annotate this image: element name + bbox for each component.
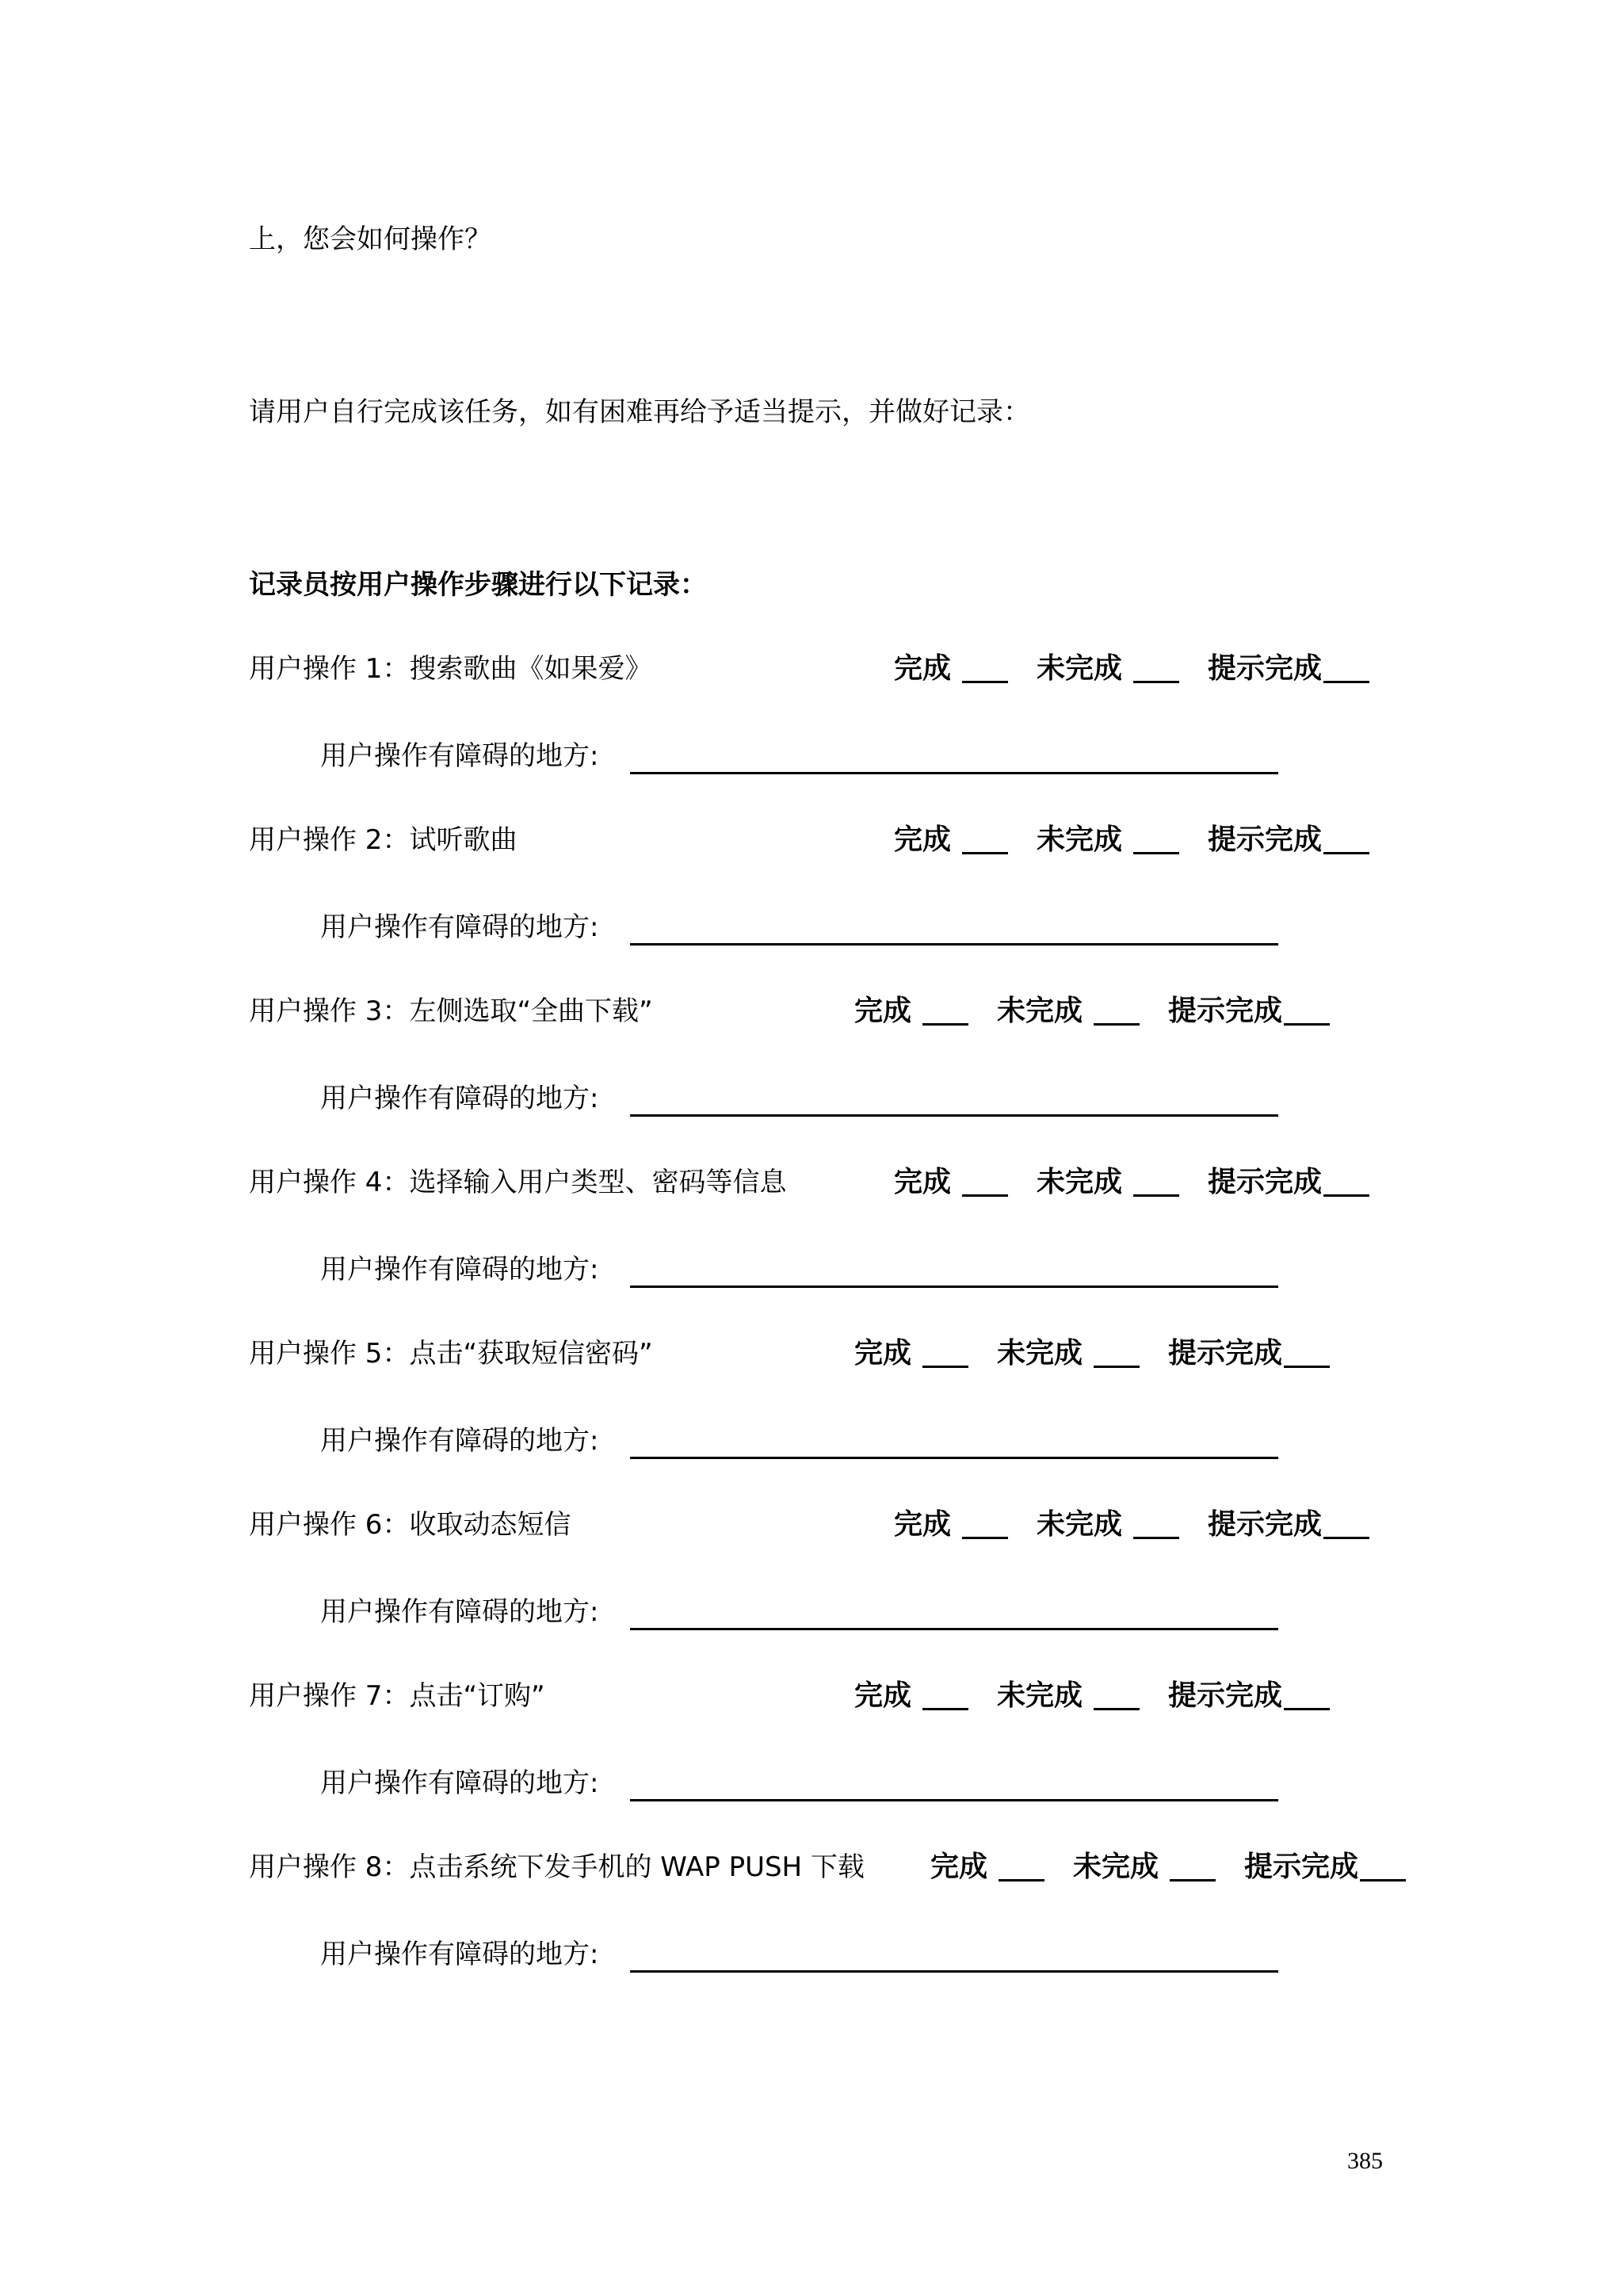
status-not-done: 未完成 <box>997 1337 1083 1370</box>
operation-3-issue-line[interactable] <box>630 1114 1278 1117</box>
operation-2-issue-line[interactable] <box>630 943 1278 946</box>
status-hint-done: 提示完成 <box>1208 1508 1323 1541</box>
operation-2-status <box>894 821 1374 859</box>
operation-8-status <box>930 1848 1411 1886</box>
done-blank[interactable] <box>922 996 968 1026</box>
operation-1-label: 用户操作 1：搜索歌曲《如果爱》 <box>249 653 652 685</box>
status-hint-done: 提示完成 <box>1208 823 1323 856</box>
not-done-blank[interactable] <box>1133 654 1179 683</box>
operation-3-status <box>854 992 1335 1030</box>
intro-line-1: 上，您会如何操作？ <box>249 223 491 255</box>
operation-2-issue-label: 用户操作有障碍的地方: <box>320 911 599 943</box>
not-done-blank[interactable] <box>1133 825 1179 854</box>
operation-6-label: 用户操作 6：收取动态短信 <box>249 1509 571 1541</box>
not-done-blank[interactable] <box>1170 1852 1216 1881</box>
hint-done-blank[interactable] <box>1360 1852 1406 1881</box>
operation-7-issue-label: 用户操作有障碍的地方: <box>320 1767 599 1799</box>
hint-done-blank[interactable] <box>1284 1681 1330 1710</box>
hint-done-blank[interactable] <box>1284 996 1330 1026</box>
record-heading: 记录员按用户操作步骤进行以下记录： <box>249 569 707 601</box>
status-done: 完成 <box>854 995 912 1027</box>
done-blank[interactable] <box>962 1510 1008 1539</box>
operation-5-status <box>854 1335 1335 1373</box>
status-done: 完成 <box>894 1508 952 1541</box>
status-not-done: 未完成 <box>997 1679 1083 1712</box>
operation-3-issue-label: 用户操作有障碍的地方: <box>320 1083 599 1114</box>
not-done-blank[interactable] <box>1133 1510 1179 1539</box>
operation-8-label: 用户操作 8：点击系统下发手机的 WAP PUSH 下载 <box>249 1851 865 1883</box>
status-not-done: 未完成 <box>997 995 1083 1027</box>
operation-4-issue-label: 用户操作有障碍的地方: <box>320 1254 599 1286</box>
not-done-blank[interactable] <box>1094 1339 1140 1368</box>
not-done-blank[interactable] <box>1094 996 1140 1026</box>
done-blank[interactable] <box>962 1167 1008 1197</box>
operation-6-issue-line[interactable] <box>630 1628 1278 1630</box>
status-hint-done: 提示完成 <box>1208 652 1323 685</box>
hint-done-blank[interactable] <box>1284 1339 1330 1368</box>
intro-line-2: 请用户自行完成该任务，如有困难再给予适当提示，并做好记录： <box>249 396 1030 428</box>
hint-done-blank[interactable] <box>1323 1510 1369 1539</box>
operation-5-issue-label: 用户操作有障碍的地方: <box>320 1425 599 1457</box>
status-not-done: 未完成 <box>1037 1166 1123 1198</box>
status-hint-done: 提示完成 <box>1244 1851 1359 1883</box>
done-blank[interactable] <box>999 1852 1044 1881</box>
status-done: 完成 <box>930 1851 988 1883</box>
operation-1-issue-label: 用户操作有障碍的地方: <box>320 740 599 772</box>
operation-7-status <box>854 1677 1335 1715</box>
operation-7-issue-line[interactable] <box>630 1799 1278 1801</box>
done-blank[interactable] <box>962 654 1008 683</box>
hint-done-blank[interactable] <box>1323 825 1369 854</box>
operation-5-label: 用户操作 5：点击“获取短信密码” <box>249 1338 653 1370</box>
status-not-done: 未完成 <box>1037 823 1123 856</box>
operation-8-issue-line[interactable] <box>630 1970 1278 1973</box>
status-done: 完成 <box>894 652 952 685</box>
operation-3-label: 用户操作 3：左侧选取“全曲下载” <box>249 995 653 1027</box>
operation-7-label: 用户操作 7：点击“订购” <box>249 1680 545 1712</box>
operation-1-issue-line[interactable] <box>630 772 1278 774</box>
hint-done-blank[interactable] <box>1323 654 1369 683</box>
operation-6-issue-label: 用户操作有障碍的地方: <box>320 1596 599 1628</box>
status-done: 完成 <box>894 823 952 856</box>
page-number: 385 <box>1347 2148 1383 2174</box>
operation-2-label: 用户操作 2：试听歌曲 <box>249 824 517 856</box>
status-not-done: 未完成 <box>1073 1851 1159 1883</box>
done-blank[interactable] <box>922 1339 968 1368</box>
status-done: 完成 <box>894 1166 952 1198</box>
hint-done-blank[interactable] <box>1323 1167 1369 1197</box>
status-hint-done: 提示完成 <box>1208 1166 1323 1198</box>
operation-6-status <box>894 1506 1374 1544</box>
operation-4-issue-line[interactable] <box>630 1286 1278 1288</box>
status-not-done: 未完成 <box>1037 652 1123 685</box>
operation-8-issue-label: 用户操作有障碍的地方: <box>320 1939 599 1970</box>
status-not-done: 未完成 <box>1037 1508 1123 1541</box>
status-hint-done: 提示完成 <box>1168 1679 1283 1712</box>
not-done-blank[interactable] <box>1133 1167 1179 1197</box>
operation-4-status <box>894 1163 1374 1201</box>
not-done-blank[interactable] <box>1094 1681 1140 1710</box>
status-hint-done: 提示完成 <box>1168 995 1283 1027</box>
operation-5-issue-line[interactable] <box>630 1457 1278 1459</box>
status-done: 完成 <box>854 1337 912 1370</box>
operation-1-status <box>894 650 1374 688</box>
operation-4-label: 用户操作 4：选择输入用户类型、密码等信息 <box>249 1167 787 1198</box>
status-hint-done: 提示完成 <box>1168 1337 1283 1370</box>
status-done: 完成 <box>854 1679 912 1712</box>
done-blank[interactable] <box>922 1681 968 1710</box>
done-blank[interactable] <box>962 825 1008 854</box>
